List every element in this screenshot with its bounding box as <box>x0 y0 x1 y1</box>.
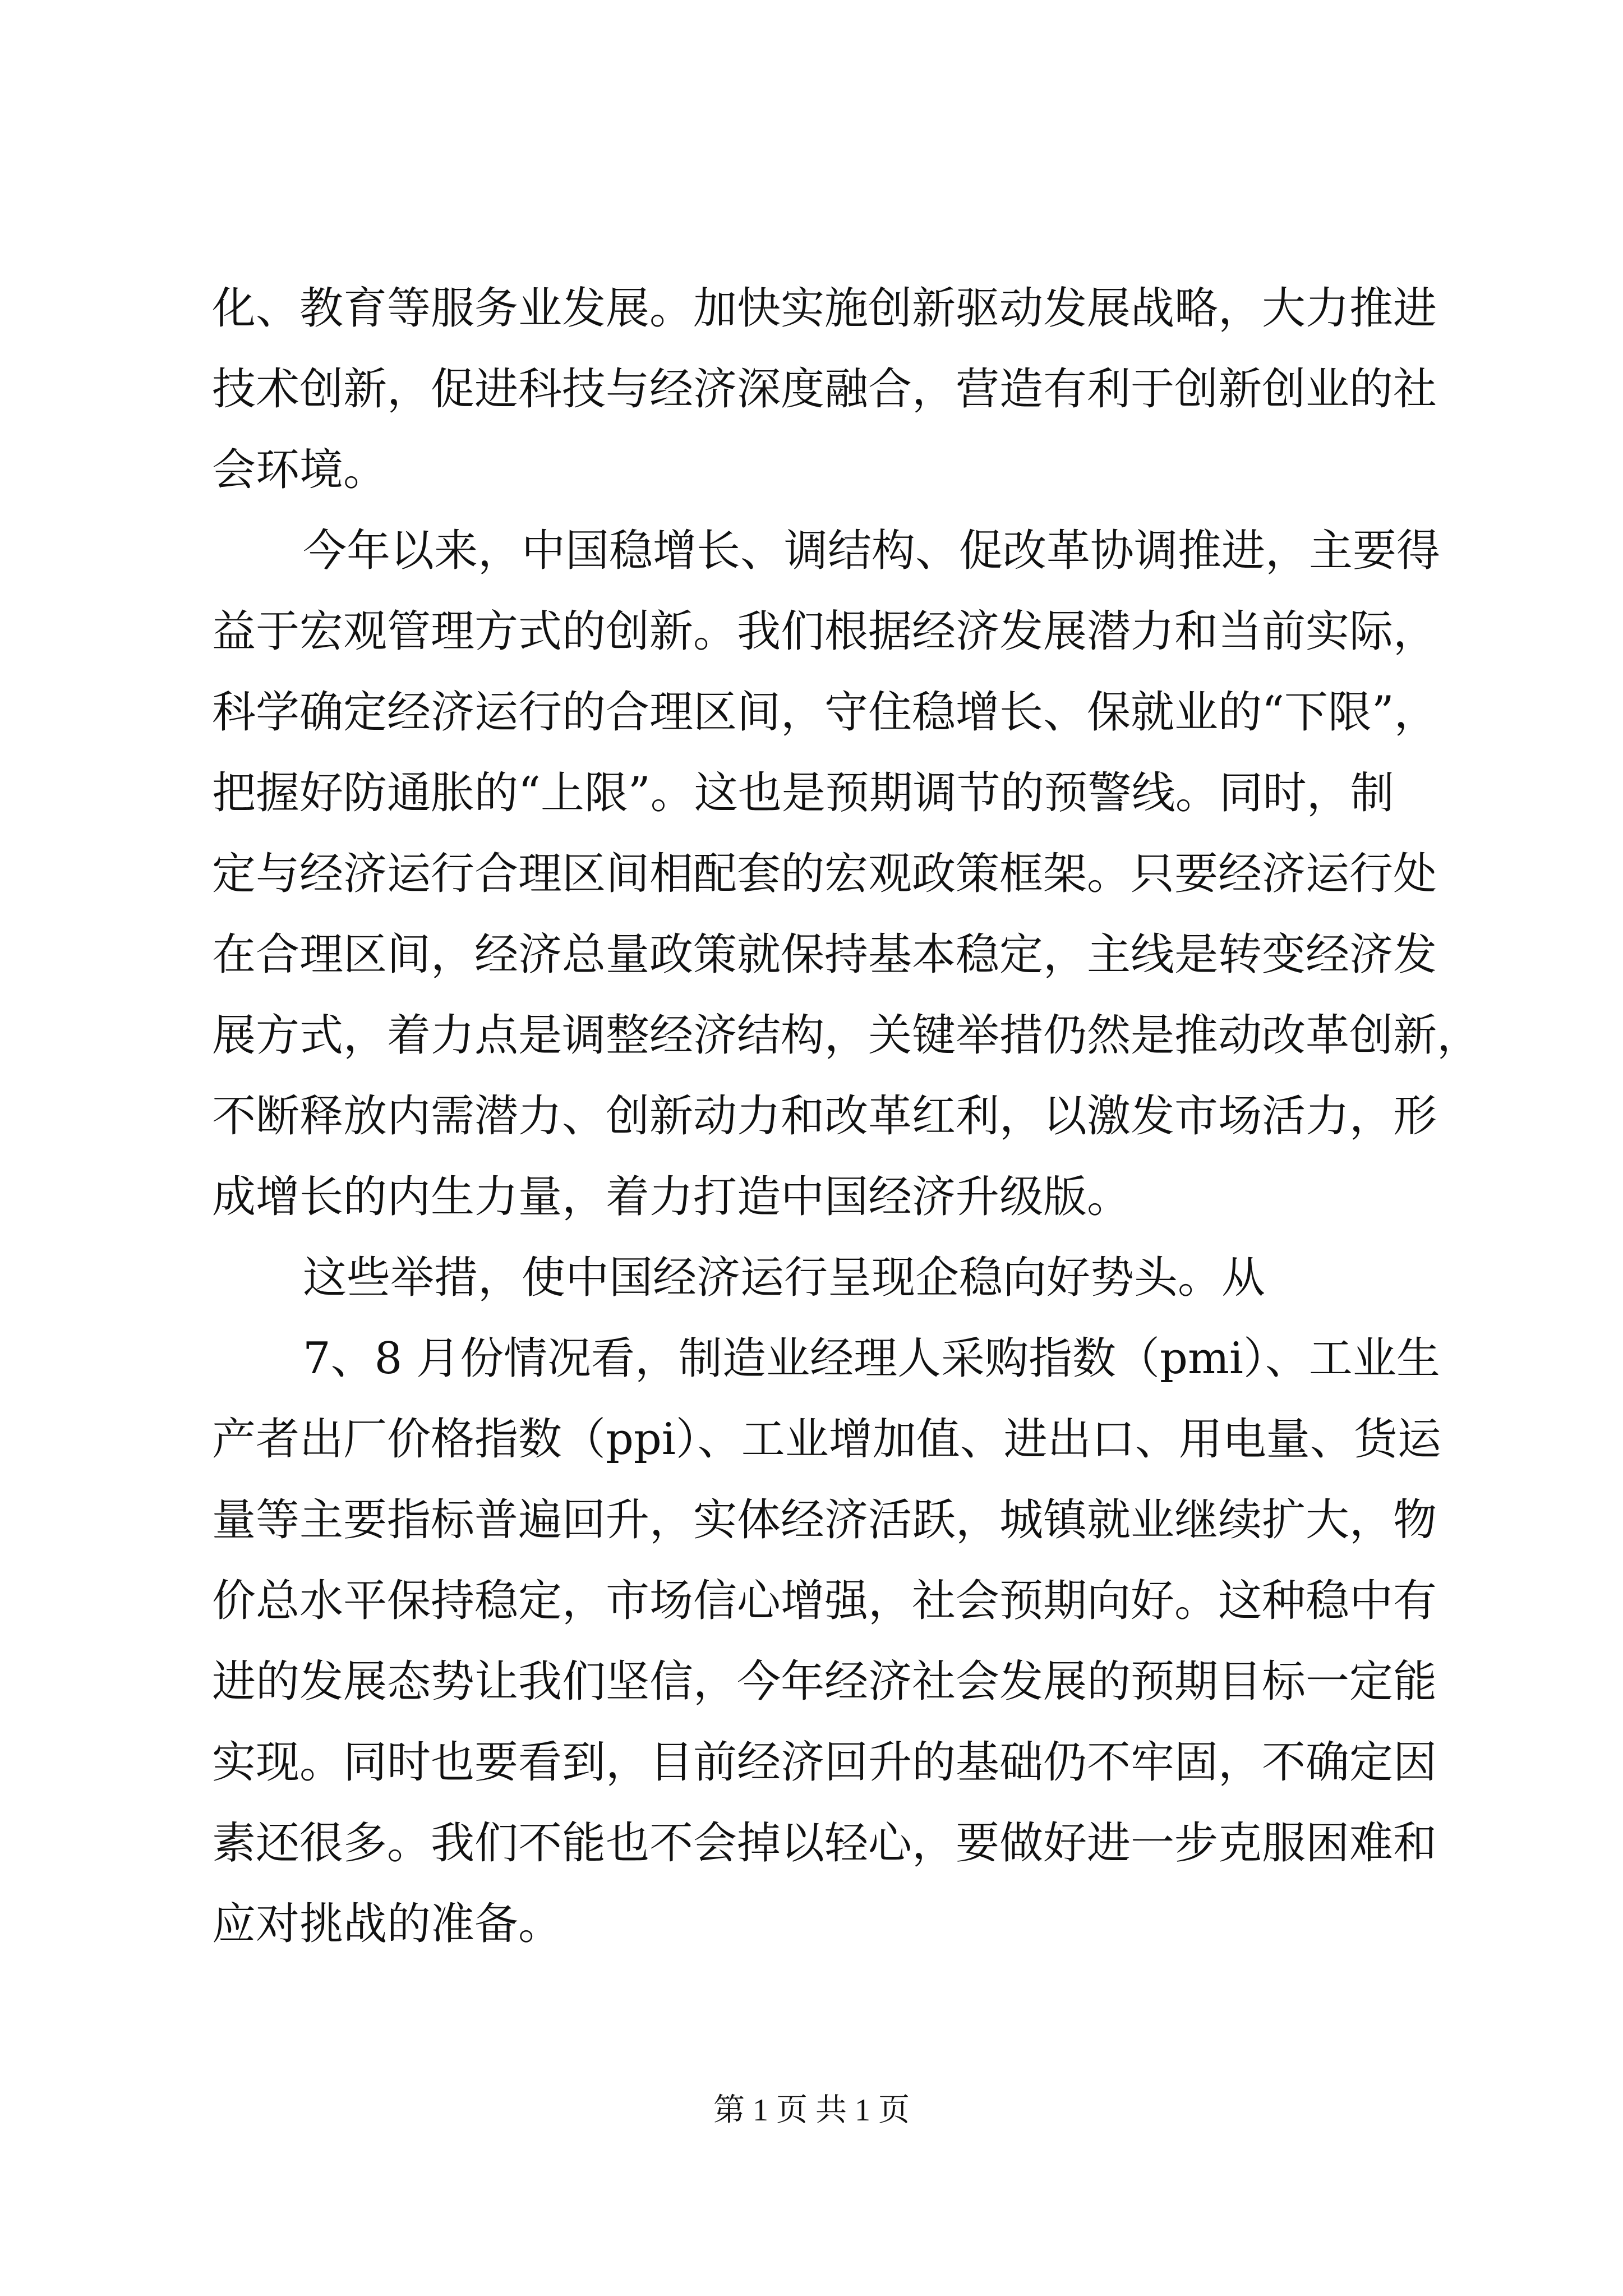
text-line: 定与经济运行合理区间相配套的宏观政策框架。只要经济运行处 <box>212 849 1437 899</box>
text-line: 化、教育等服务业发展。加快实施创新驱动发展战略，大力推进 <box>212 283 1437 334</box>
text-line: 进的发展态势让我们坚信，今年经济社会发展的预期目标一定能 <box>212 1657 1437 1707</box>
text-line: 技术创新，促进科技与经济深度融合，营造有利于创新创业的社 <box>212 364 1437 415</box>
text-line: 价总水平保持稳定，市场信心增强，社会预期向好。这种稳中有 <box>212 1576 1437 1626</box>
text-line: 实现。同时也要看到，目前经济回升的基础仍不牢固，不确定因 <box>212 1737 1437 1788</box>
text-line: 应对挑战的准备。 <box>212 1899 562 1949</box>
text-line: 在合理区间，经济总量政策就保持基本稳定，主线是转变经济发 <box>212 930 1437 980</box>
paragraph-first-line: 这些举措，使中国经济运行呈现企稳向好势头。从 <box>303 1253 1266 1303</box>
page-footer <box>0 2088 1623 2133</box>
paragraph-first-line: 今年以来，中国稳增长、调结构、促改革协调推进，主要得 <box>303 526 1441 576</box>
text-line: 展方式，着力点是调整经济结构，关键举措仍然是推动改革创新， <box>212 1010 1481 1061</box>
page-number-label: 第 1 页 共 1 页 <box>713 2093 910 2128</box>
document-body <box>212 268 1481 1964</box>
text-line: 把握好防通胀的“上限”。这也是预期调节的预警线。同时，制 <box>212 768 1394 818</box>
text-line: 会环境。 <box>212 445 388 495</box>
text-line: 不断释放内需潜力、创新动力和改革红利，以激发市场活力，形 <box>212 1091 1437 1142</box>
text-line: 科学确定经济运行的合理区间，守住稳增长、保就业的“下限”， <box>212 687 1438 738</box>
text-line: 产者出厂价格指数（ppi）、工业增加值、进出口、用电量、货运 <box>212 1414 1441 1465</box>
paragraph-first-line: 7、8 月份情况看，制造业经理人采购指数（pmi）、工业生 <box>303 1333 1440 1384</box>
text-line: 素还很多。我们不能也不会掉以轻心，要做好进一步克服困难和 <box>212 1818 1437 1869</box>
text-line: 量等主要指标普遍回升，实体经济活跃，城镇就业继续扩大，物 <box>212 1495 1437 1545</box>
text-line: 益于宏观管理方式的创新。我们根据经济发展潜力和当前实际， <box>212 606 1437 657</box>
text-line: 成增长的内生力量，着力打造中国经济升级版。 <box>212 1172 1131 1222</box>
